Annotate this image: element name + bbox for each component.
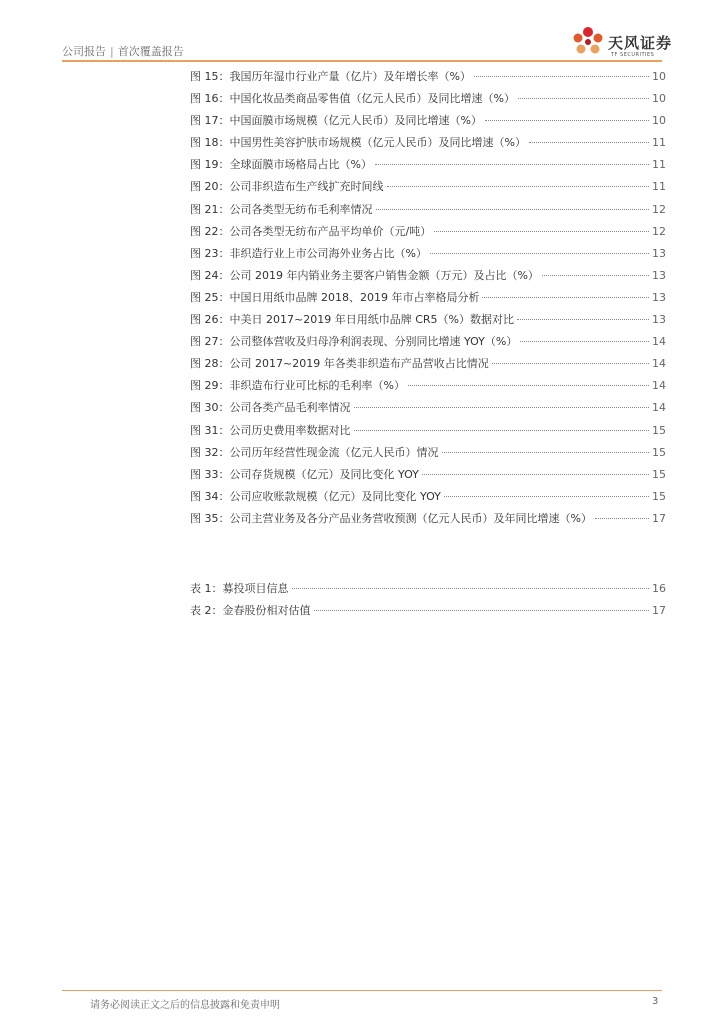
dot-leader [375,164,649,165]
figure-toc-entry-title: 图 15：我国历年湿巾行业产量（亿片）及年增长率（%） [190,70,471,83]
table-toc-entry-page-number: 16 [652,582,666,595]
figure-toc-entry-title: 图 32：公司历年经营性现金流（亿元人民币）情况 [190,445,439,459]
dot-leader [387,186,650,187]
disclaimer-text: 请务必阅读正文之后的信息披露和免责申明 [90,1000,280,1011]
table-toc-entry-page-number: 17 [652,604,666,618]
figure-toc-entry-page-number: 14 [652,401,666,415]
figure-toc-entry-page-number: 10 [652,70,666,83]
logo-english-name: TF SECURITIES [611,52,655,58]
figure-toc-entry-page-number: 14 [652,379,666,393]
figure-toc-entry[interactable] [190,176,666,198]
dot-leader [422,474,649,475]
dot-leader [292,588,650,589]
figure-toc-entry-page-number: 13 [652,313,666,327]
figure-toc-entry-page-number: 15 [652,467,666,481]
figure-toc-entry[interactable] [190,199,666,221]
figure-toc-entry[interactable] [190,287,666,309]
figure-toc-entry[interactable] [190,442,666,464]
figure-toc-entry-title: 图 16：中国化妆品类商品零售值（亿元人民币）及同比增速（%） [190,92,515,106]
report-type-label: 公司报告 | 首次覆盖报告 [62,45,184,58]
footer-divider [62,990,662,991]
dot-leader [444,496,649,497]
figure-toc-entry[interactable] [190,353,666,375]
table-toc-entry-title: 表 2：金春股份相对估值 [190,604,311,618]
table-toc-entry-title: 表 1：募投项目信息 [190,582,289,595]
figure-toc-entry-title: 图 26：中美日 2017~2019 年日用纸巾品牌 CR5（%）数据对比 [190,313,514,327]
figure-toc-entry[interactable] [190,331,666,353]
logo-chinese-name: 天风证券 [608,34,673,52]
figure-index [190,66,666,530]
figure-toc-entry[interactable] [190,243,666,265]
flower-logo-icon [568,22,608,60]
dot-leader [408,385,649,386]
figure-toc-entry-title: 图 30：公司各类产品毛利率情况 [190,401,351,415]
figure-toc-entry[interactable] [190,397,666,419]
figure-toc-entry-page-number: 14 [652,357,666,371]
figure-toc-entry-title: 图 35：公司主营业务及各分产品业务营收预测（亿元人民币）及年同比增速（%） [190,511,592,525]
figure-toc-entry-title: 图 24：公司 2019 年内销业务主要客户销售金额（万元）及占比（%） [190,268,539,282]
figure-toc-entry-page-number: 15 [652,423,666,437]
figure-toc-entry[interactable] [190,154,666,176]
figure-toc-entry-page-number: 13 [652,290,666,304]
figure-toc-entry[interactable] [190,221,666,243]
figure-toc-entry[interactable] [190,309,666,331]
dot-leader [354,407,650,408]
dot-leader [430,253,649,254]
figure-toc-entry-title: 图 20：公司非织造布生产线扩充时间线 [190,180,384,194]
figure-toc-entry[interactable] [190,375,666,397]
dot-leader [520,341,649,342]
dot-leader [595,518,649,519]
figure-toc-entry-title: 图 34：公司应收账款规模（亿元）及同比变化 YOY [190,489,441,503]
figure-toc-entry-page-number: 12 [652,202,666,216]
figure-toc-entry-page-number: 15 [652,489,666,503]
figure-toc-entry-page-number: 13 [652,246,666,260]
dot-leader [485,120,649,121]
figure-toc-entry-title: 图 22：公司各类型无纺布产品平均单价（元/吨） [190,224,432,238]
table-toc-entry[interactable] [190,600,666,622]
figure-toc-entry-title: 图 31：公司历史费用率数据对比 [190,423,351,437]
initial-coverage-label: 首次覆盖报告 [117,45,184,58]
figure-toc-entry-page-number: 10 [652,92,666,106]
figure-toc-entry-title: 图 23：非织造行业上市公司海外业务占比（%） [190,246,427,260]
figure-toc-entry[interactable] [190,486,666,508]
dot-leader [518,98,649,99]
figure-toc-entry[interactable] [190,132,666,154]
figure-toc-entry-page-number: 12 [652,224,666,238]
figure-toc-entry-title: 图 21：公司各类型无纺布毛利率情况 [190,202,373,216]
figure-toc-entry-page-number: 14 [652,335,666,349]
figure-toc-entry-page-number: 11 [652,180,666,194]
figure-toc-entry-page-number: 11 [652,158,666,172]
figure-toc-entry-page-number: 13 [652,268,666,282]
figure-toc-entry[interactable] [190,265,666,287]
page-header [0,0,724,66]
header-divider [62,60,662,62]
figure-toc-entry-title: 图 27：公司整体营收及归母净利润表现、分别同比增速 YOY（%） [190,335,518,349]
figure-toc-entry-title: 图 18：中国男性美容护肤市场规模（亿元人民币）及同比增速（%） [190,136,526,150]
figure-toc-entry-page-number: 15 [652,445,666,459]
dot-leader [482,297,649,298]
figure-toc-entry-title: 图 29：非织造布行业可比标的毛利率（%） [190,379,405,393]
dot-leader [517,319,649,320]
figure-toc-entry-page-number: 17 [652,511,666,525]
figure-toc-entry[interactable] [190,420,666,442]
figure-toc-entry[interactable] [190,88,666,110]
tf-securities-logo [568,22,672,60]
dot-leader [474,76,649,77]
dot-leader [314,610,650,611]
figure-toc-entry[interactable] [190,66,666,88]
table-toc-entry[interactable] [190,578,666,600]
table-index [190,578,666,622]
figure-toc-entry-title: 图 17：中国面膜市场规模（亿元人民币）及同比增速（%） [190,114,482,128]
figure-toc-entry-page-number: 11 [652,136,666,150]
figure-toc-entry[interactable] [190,464,666,486]
dot-leader [376,209,650,210]
dot-leader [442,452,650,453]
figure-toc-entry[interactable] [190,508,666,530]
figure-toc-entry-title: 图 25：中国日用纸巾品牌 2018、2019 年市占率格局分析 [190,290,480,304]
company-report-label: 公司报告 [62,45,106,58]
dot-leader [542,275,649,276]
figure-toc-entry-title: 图 28：公司 2017~2019 年各类非织造布产品营收占比情况 [190,357,489,371]
figure-toc-entry-title: 图 19：全球面膜市场格局占比（%） [190,158,372,172]
figure-toc-entry-title: 图 33：公司存货规模（亿元）及同比变化 YOY [190,467,419,481]
figure-toc-entry[interactable] [190,110,666,132]
dot-leader [434,231,649,232]
dot-leader [529,142,649,143]
dot-leader [492,363,649,364]
page-number: 3 [652,996,659,1007]
dot-leader [354,430,650,431]
figure-toc-entry-page-number: 10 [652,114,666,128]
